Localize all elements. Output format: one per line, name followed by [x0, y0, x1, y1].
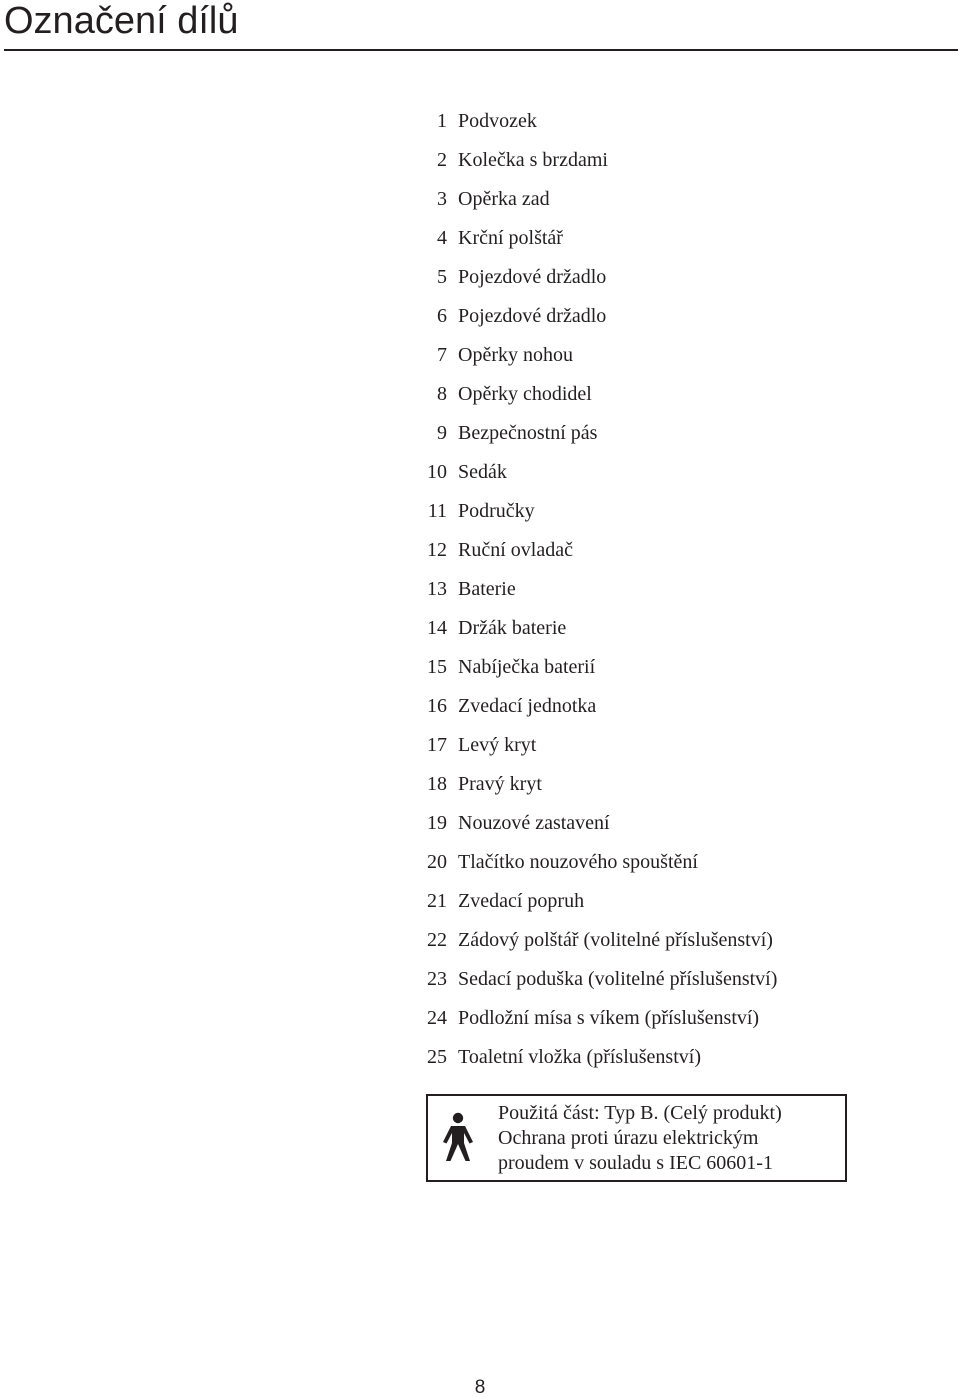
part-label: Opěrky chodidel: [458, 383, 592, 405]
part-list-item: [0, 219, 900, 258]
part-list-item: [0, 414, 900, 453]
part-number: 5: [437, 266, 447, 288]
part-number: 3: [437, 188, 447, 210]
part-label: Opěrky nohou: [458, 344, 573, 366]
applied-part-notice: [426, 1094, 847, 1182]
type-b-applied-part-icon: [442, 1112, 474, 1162]
part-label: Pravý kryt: [458, 773, 542, 795]
part-label: Podložní mísa s víkem (příslušenství): [458, 1007, 760, 1029]
part-list-item: [0, 297, 900, 336]
part-list-item: [0, 882, 900, 921]
part-number: 21: [427, 890, 447, 912]
part-label: Zvedací popruh: [458, 890, 585, 912]
parts-list: [0, 102, 900, 1077]
part-number: 22: [427, 929, 447, 951]
notice-text: [498, 1101, 782, 1176]
part-number: 11: [427, 500, 447, 522]
part-list-item: [0, 531, 900, 570]
part-list-item: [0, 921, 900, 960]
part-number: 8: [437, 383, 447, 405]
part-number: 18: [427, 773, 447, 795]
part-number: 20: [427, 851, 447, 873]
part-number: 12: [427, 539, 447, 561]
part-list-item: [0, 375, 900, 414]
part-label: Sedací poduška (volitelné příslušenství): [458, 968, 778, 990]
part-label: Pojezdové držadlo: [458, 266, 607, 288]
part-number: 16: [427, 695, 447, 717]
part-number: 17: [427, 734, 447, 756]
page-title: Označení dílů: [4, 0, 239, 42]
part-number: 15: [427, 656, 447, 678]
part-label: Sedák: [458, 461, 507, 483]
part-number: 9: [437, 422, 447, 444]
part-label: Zvedací jednotka: [458, 695, 597, 717]
part-label: Pojezdové držadlo: [458, 305, 607, 327]
part-label: Baterie: [458, 578, 516, 600]
part-label: Ruční ovladač: [458, 539, 573, 561]
notice-line: Ochrana proti úrazu elektrickým: [498, 1127, 759, 1149]
part-number: 13: [427, 578, 447, 600]
part-label: Bezpečnostní pás: [458, 422, 598, 444]
part-number: 4: [437, 227, 447, 249]
part-number: 6: [437, 305, 447, 327]
part-list-item: [0, 336, 900, 375]
part-label: Kolečka s brzdami: [458, 149, 608, 171]
part-number: 25: [427, 1046, 447, 1068]
part-label: Toaletní vložka (příslušenství): [458, 1046, 701, 1068]
part-number: 19: [427, 812, 447, 834]
part-list-item: [0, 570, 900, 609]
part-list-item: [0, 102, 900, 141]
part-number: 23: [427, 968, 447, 990]
part-list-item: [0, 609, 900, 648]
part-label: Podvozek: [458, 110, 537, 132]
part-number: 24: [427, 1007, 447, 1029]
part-label: Krční polštář: [458, 227, 563, 249]
part-list-item: [0, 843, 900, 882]
part-list-item: [0, 999, 900, 1038]
part-number: 14: [427, 617, 447, 639]
part-list-item: [0, 765, 900, 804]
part-label: Opěrka zad: [458, 188, 550, 210]
part-list-item: [0, 726, 900, 765]
page-number: 8: [474, 1377, 486, 1398]
part-list-item: [0, 453, 900, 492]
part-label: Tlačítko nouzového spouštění: [458, 851, 698, 873]
part-label: Područky: [458, 500, 535, 522]
title-rule: [4, 49, 958, 51]
notice-line: proudem v souladu s IEC 60601-1: [498, 1152, 773, 1174]
part-label: Nouzové zastavení: [458, 812, 610, 834]
part-number: 2: [437, 149, 447, 171]
part-list-item: [0, 960, 900, 999]
part-list-item: [0, 648, 900, 687]
notice-line: Použitá část: Typ B. (Celý produkt): [498, 1102, 782, 1124]
part-label: Zádový polštář (volitelné příslušenství): [458, 929, 773, 951]
part-list-item: [0, 1038, 900, 1077]
part-number: 10: [427, 461, 447, 483]
part-number: 1: [437, 110, 447, 132]
part-list-item: [0, 492, 900, 531]
part-list-item: [0, 258, 900, 297]
part-list-item: [0, 687, 900, 726]
part-label: Držák baterie: [458, 617, 567, 639]
part-number: 7: [437, 344, 447, 366]
part-list-item: [0, 141, 900, 180]
part-list-item: [0, 180, 900, 219]
part-label: Nabíječka baterií: [458, 656, 596, 678]
part-label: Levý kryt: [458, 734, 537, 756]
part-list-item: [0, 804, 900, 843]
